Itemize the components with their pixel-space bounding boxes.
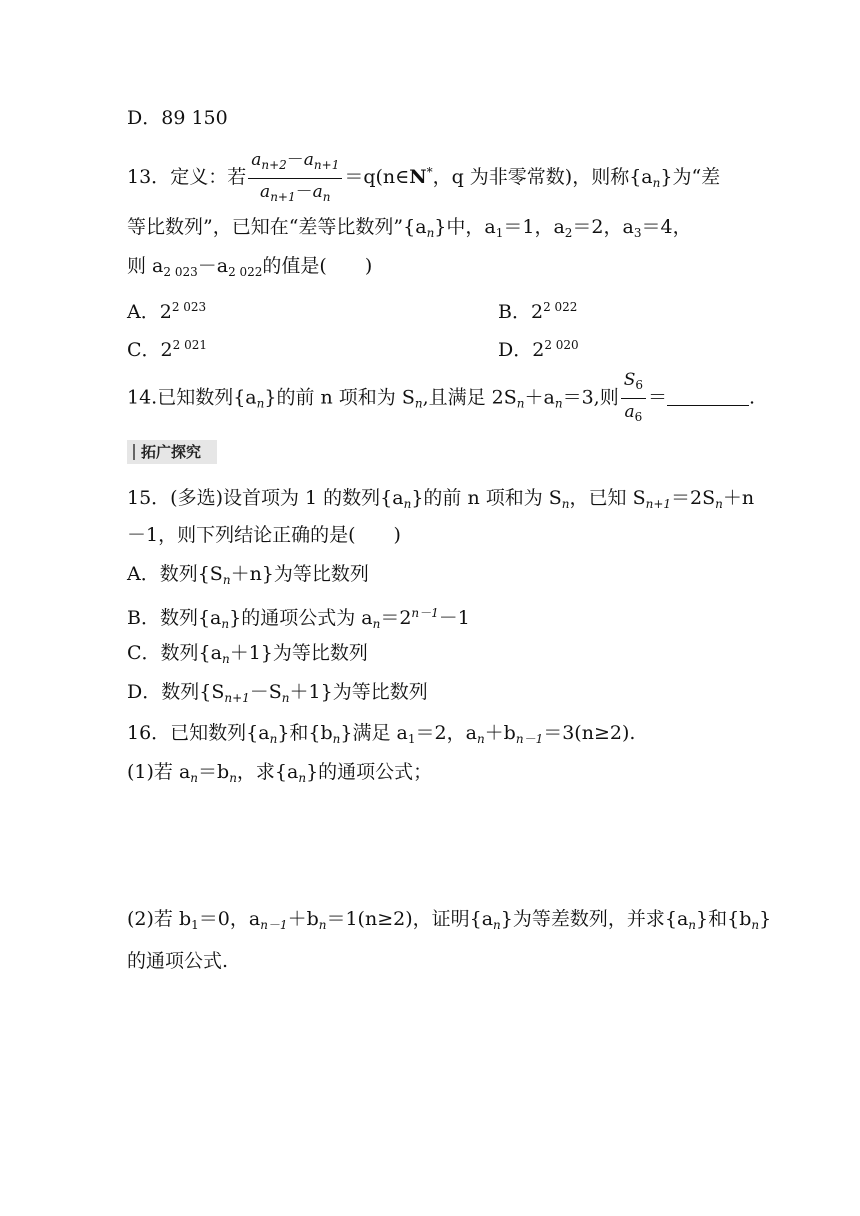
section-title: 拓广探究 [141, 443, 202, 461]
q15-option-a: A．数列$\{S_n+n\}$为等比数列 [127, 563, 369, 587]
q13-option-a: A．$2^{2 023}$ [127, 300, 207, 323]
option-text: D．89 150 [127, 107, 228, 129]
q16-line-1: 16．已知数列$\{a_n\}$和$\{b_n\}$满足 $a_1=2$，$a_n+b_{n-1}=3(n\ge 2)$. [127, 722, 636, 746]
fraction-numerator: $S_6$ [621, 370, 646, 399]
q13-fraction [248, 150, 342, 207]
q13-text: }为“差 [660, 166, 721, 188]
question-number: 13． [127, 166, 171, 188]
q13-line-1: 13．定义：若 $\frac{a_{n+2}-a_{n+1}}{a_{n+1}-a_n}$ ＝q(n∈N*，q 为非零常数)，则称$\{a_n\}$为“差 [127, 148, 735, 207]
q16-part-2-line-1: (2)若 $b_1=0$，$a_{n-1}+b_n=1(n\ge 2)$，证明$\{a_n\}$为等差数列，并求$\{a_n\}$和$\{b_n\}$ [127, 908, 772, 932]
q15-line-2: －1，则下列结论正确的是( ) [127, 524, 401, 546]
q15-option-b: B．数列$\{a_n\}$的通项公式为 $a_n=2^{n-1}-1$ [127, 606, 470, 631]
answer-blank[interactable] [667, 387, 749, 406]
q13-option-c: C．$2^{2 021}$ [127, 338, 207, 361]
q13-options-row-1 [127, 294, 735, 325]
section-tag [127, 440, 217, 464]
fraction-denominator: $a_6$ [624, 402, 643, 424]
q13-option-b: B．$2^{2 022}$ [498, 300, 578, 323]
q13-text: ，q 为非零常数)，则称{a [432, 166, 653, 188]
q13-text: 定义：若 [170, 166, 247, 188]
q13-line-3: 则 $a_{2 023}-a_{2 022}$的值是( ) [127, 255, 373, 279]
q14-fraction [621, 370, 646, 427]
fraction-numerator: $a_{n+2}-a_{n+1}$ [248, 150, 342, 179]
q15-option-d: D．数列$\{S_{n+1}-S_n+1\}$为等比数列 [127, 681, 428, 705]
q15-line-1: 15．(多选)设首项为 1 的数列$\{a_n\}$的前 n 项和为 $S_n$，已知 $S_{n+1}=2S_n+n$ [127, 487, 755, 511]
q16-part-2-line-2: 的通项公式. [127, 950, 229, 972]
q14-line: 14.已知数列$\{a_n\}$的前 n 项和为 $S_n$,且满足 $2S_n+a_n=3$,则 $\frac{S_6}{a_6}$ ＝ . [127, 370, 735, 428]
star-superscript: * [426, 165, 433, 179]
fraction-denominator: $a_{n+1}-a_n$ [260, 181, 331, 204]
q12-option-d [127, 105, 735, 131]
section-bar-icon [133, 444, 135, 460]
q15-option-c: C．数列$\{a_n+1\}$为等比数列 [127, 642, 368, 666]
q16-part-1: (1)若 $a_n=b_n$，求$\{a_n\}$的通项公式； [127, 761, 433, 785]
q13-options-row-2 [127, 332, 735, 363]
q13-option-d: D．$2^{2 020}$ [498, 338, 579, 361]
natural-set-symbol: N [409, 166, 427, 188]
q13-line-2: 等比数列”，已知在“差等比数列$”\{a_n\}$中，$a_1=1$，$a_2=2$，$a_3=4$， [127, 216, 692, 240]
q13-text: ＝q(n∈ [344, 166, 410, 188]
